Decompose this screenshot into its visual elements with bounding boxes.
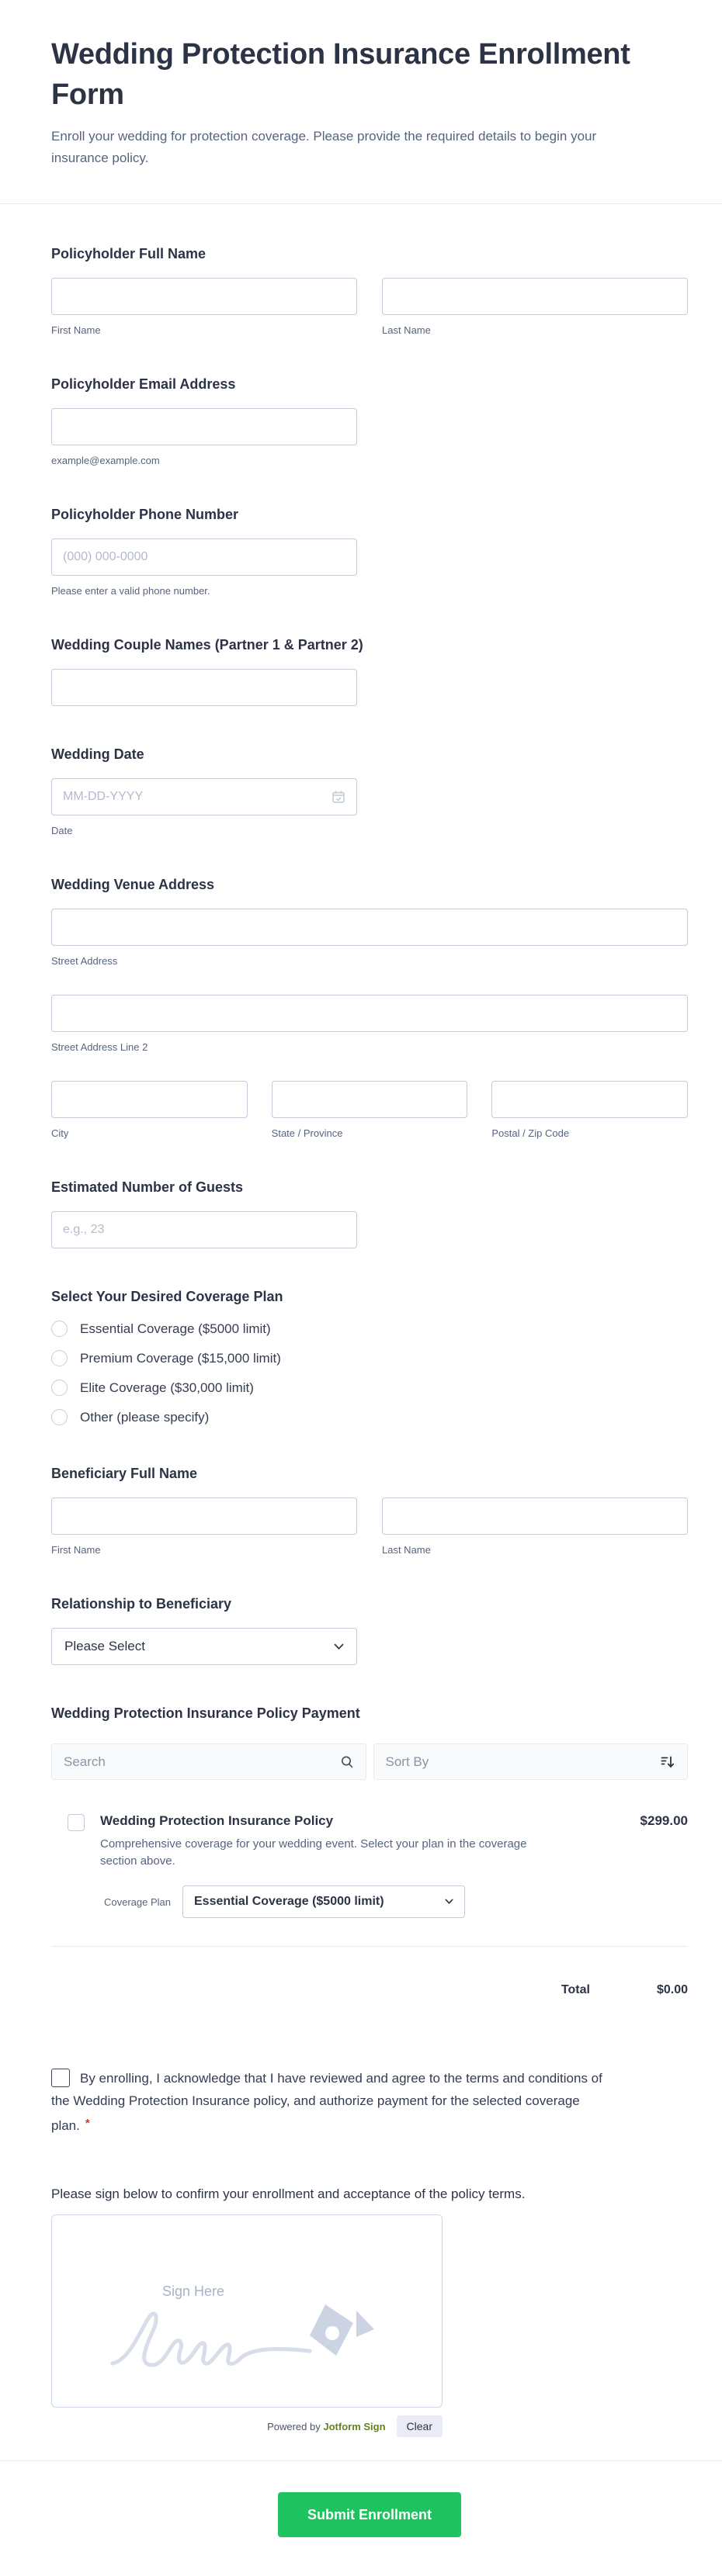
- first-name-sublabel: First Name: [51, 1544, 101, 1556]
- last-name-sublabel: Last Name: [382, 324, 431, 336]
- zip-sublabel: Postal / Zip Code: [491, 1127, 570, 1139]
- question-guests: [51, 1179, 688, 1248]
- radio-option-elite[interactable]: Elite Coverage ($30,000 limit): [51, 1380, 688, 1396]
- calendar-icon[interactable]: [331, 789, 346, 805]
- state-sublabel: State / Province: [271, 1127, 343, 1139]
- form-header: [51, 0, 688, 169]
- radio-option-premium[interactable]: Premium Coverage ($15,000 limit): [51, 1350, 688, 1366]
- phone-sublabel: Please enter a valid phone number.: [51, 585, 210, 597]
- question-label: Relationship to Beneficiary: [51, 1596, 232, 1612]
- terms-consent: [51, 2067, 615, 2137]
- total-label: Total: [561, 1983, 590, 1996]
- terms-checkbox[interactable]: [51, 2069, 70, 2087]
- question-label: Policyholder Phone Number: [51, 507, 239, 522]
- question-email: [51, 376, 688, 466]
- radio-option-essential[interactable]: Essential Coverage ($5000 limit): [51, 1321, 688, 1337]
- signature-prompt: Please sign below to confirm your enrollment and acceptance of the policy terms.: [51, 2186, 526, 2201]
- product-row: [51, 1813, 688, 1918]
- total-value: $0.00: [656, 1983, 688, 1996]
- question-label: Policyholder Email Address: [51, 376, 236, 392]
- email-sublabel: example@example.com: [51, 455, 160, 466]
- chevron-down-icon: [334, 1643, 344, 1650]
- powered-by-text: Powered by Jotform Sign: [267, 2420, 386, 2432]
- question-relationship: [51, 1596, 688, 1665]
- wedding-date-input[interactable]: [51, 778, 357, 815]
- first-name-sublabel: First Name: [51, 324, 101, 336]
- radio-option-other[interactable]: Other (please specify): [51, 1409, 688, 1425]
- sort-placeholder: Sort By: [385, 1754, 429, 1769]
- street-address2-input[interactable]: [51, 995, 688, 1032]
- product-checkbox[interactable]: [68, 1814, 85, 1831]
- product-price: $299.00: [640, 1813, 688, 1828]
- city-sublabel: City: [51, 1127, 69, 1139]
- policyholder-last-name-input[interactable]: [382, 278, 688, 315]
- coverage-plan-option-label: Coverage Plan: [104, 1896, 171, 1908]
- product-name: Wedding Protection Insurance Policy: [100, 1813, 334, 1828]
- submit-enrollment-button[interactable]: Submit Enrollment: [278, 2492, 461, 2537]
- search-placeholder: Search: [64, 1754, 106, 1769]
- payment-heading: Wedding Protection Insurance Policy Payment: [51, 1705, 360, 1721]
- relationship-select[interactable]: [51, 1628, 357, 1665]
- question-couple-names: [51, 637, 688, 706]
- question-label: Policyholder Full Name: [51, 246, 207, 261]
- radio-icon[interactable]: [51, 1409, 68, 1425]
- couple-names-input[interactable]: [51, 669, 357, 706]
- total-row: [51, 1983, 688, 1997]
- sign-here-watermark: Sign Here: [162, 2283, 225, 2299]
- beneficiary-first-name-input[interactable]: [51, 1497, 357, 1535]
- chevron-down-icon: [445, 1899, 453, 1905]
- question-label: Wedding Date: [51, 746, 144, 762]
- signature-section: [51, 2186, 688, 2437]
- question-policyholder-name: [51, 246, 688, 336]
- phone-input[interactable]: [51, 538, 357, 576]
- question-venue-address: [51, 877, 688, 1139]
- coverage-plan-select[interactable]: [182, 1885, 465, 1918]
- zip-input[interactable]: [491, 1081, 688, 1118]
- radio-icon[interactable]: [51, 1380, 68, 1396]
- radio-icon[interactable]: [51, 1350, 68, 1366]
- relationship-selected-value: Please Select: [64, 1639, 145, 1653]
- street-address-input[interactable]: [51, 909, 688, 946]
- required-asterisk: *: [85, 2117, 90, 2130]
- product-search-input[interactable]: [51, 1743, 366, 1780]
- question-label: Select Your Desired Coverage Plan: [51, 1289, 283, 1304]
- search-icon: [340, 1755, 354, 1769]
- jotform-sign-brand: Jotform Sign: [323, 2420, 386, 2432]
- payment-divider: [51, 1946, 688, 1947]
- question-payment: [51, 1705, 688, 1997]
- question-phone: [51, 507, 688, 597]
- product-sort-select[interactable]: [373, 1743, 689, 1780]
- page-subtitle: Enroll your wedding for protection coverage. Please provide the required details to begin your insurance policy.: [51, 129, 597, 165]
- terms-text: By enrolling, I acknowledge that I have reviewed and agree to the terms and conditions of the Wedding Protection Insurance policy, and authorize payment for the selected coverage plan.: [51, 2071, 602, 2133]
- signature-squiggle-pen-icon: [106, 2289, 386, 2382]
- policyholder-first-name-input[interactable]: [51, 278, 357, 315]
- question-wedding-date: [51, 746, 688, 836]
- last-name-sublabel: Last Name: [382, 1544, 431, 1556]
- street2-sublabel: Street Address Line 2: [51, 1041, 148, 1053]
- signature-pad[interactable]: [51, 2214, 443, 2408]
- date-sublabel: Date: [51, 825, 73, 836]
- city-input[interactable]: [51, 1081, 248, 1118]
- clear-signature-button[interactable]: Clear: [397, 2415, 443, 2437]
- question-label: Beneficiary Full Name: [51, 1466, 198, 1481]
- email-input[interactable]: [51, 408, 357, 445]
- page-title: Wedding Protection Insurance Enrollment Form: [51, 38, 630, 111]
- coverage-plan-selected-value: Essential Coverage ($5000 limit): [194, 1895, 384, 1908]
- beneficiary-last-name-input[interactable]: [382, 1497, 688, 1535]
- radio-icon[interactable]: [51, 1321, 68, 1337]
- question-label: Wedding Couple Names (Partner 1 & Partner 2): [51, 637, 363, 653]
- product-description: Comprehensive coverage for your wedding event. Select your plan in the coverage section above.: [100, 1837, 527, 1868]
- street-sublabel: Street Address: [51, 955, 118, 967]
- guests-input[interactable]: [51, 1211, 357, 1248]
- question-label: Wedding Venue Address: [51, 877, 215, 892]
- question-beneficiary-name: [51, 1466, 688, 1556]
- sort-icon: [661, 1755, 675, 1769]
- question-coverage-plan: [51, 1289, 688, 1425]
- state-input[interactable]: [272, 1081, 468, 1118]
- question-label: Estimated Number of Guests: [51, 1179, 244, 1195]
